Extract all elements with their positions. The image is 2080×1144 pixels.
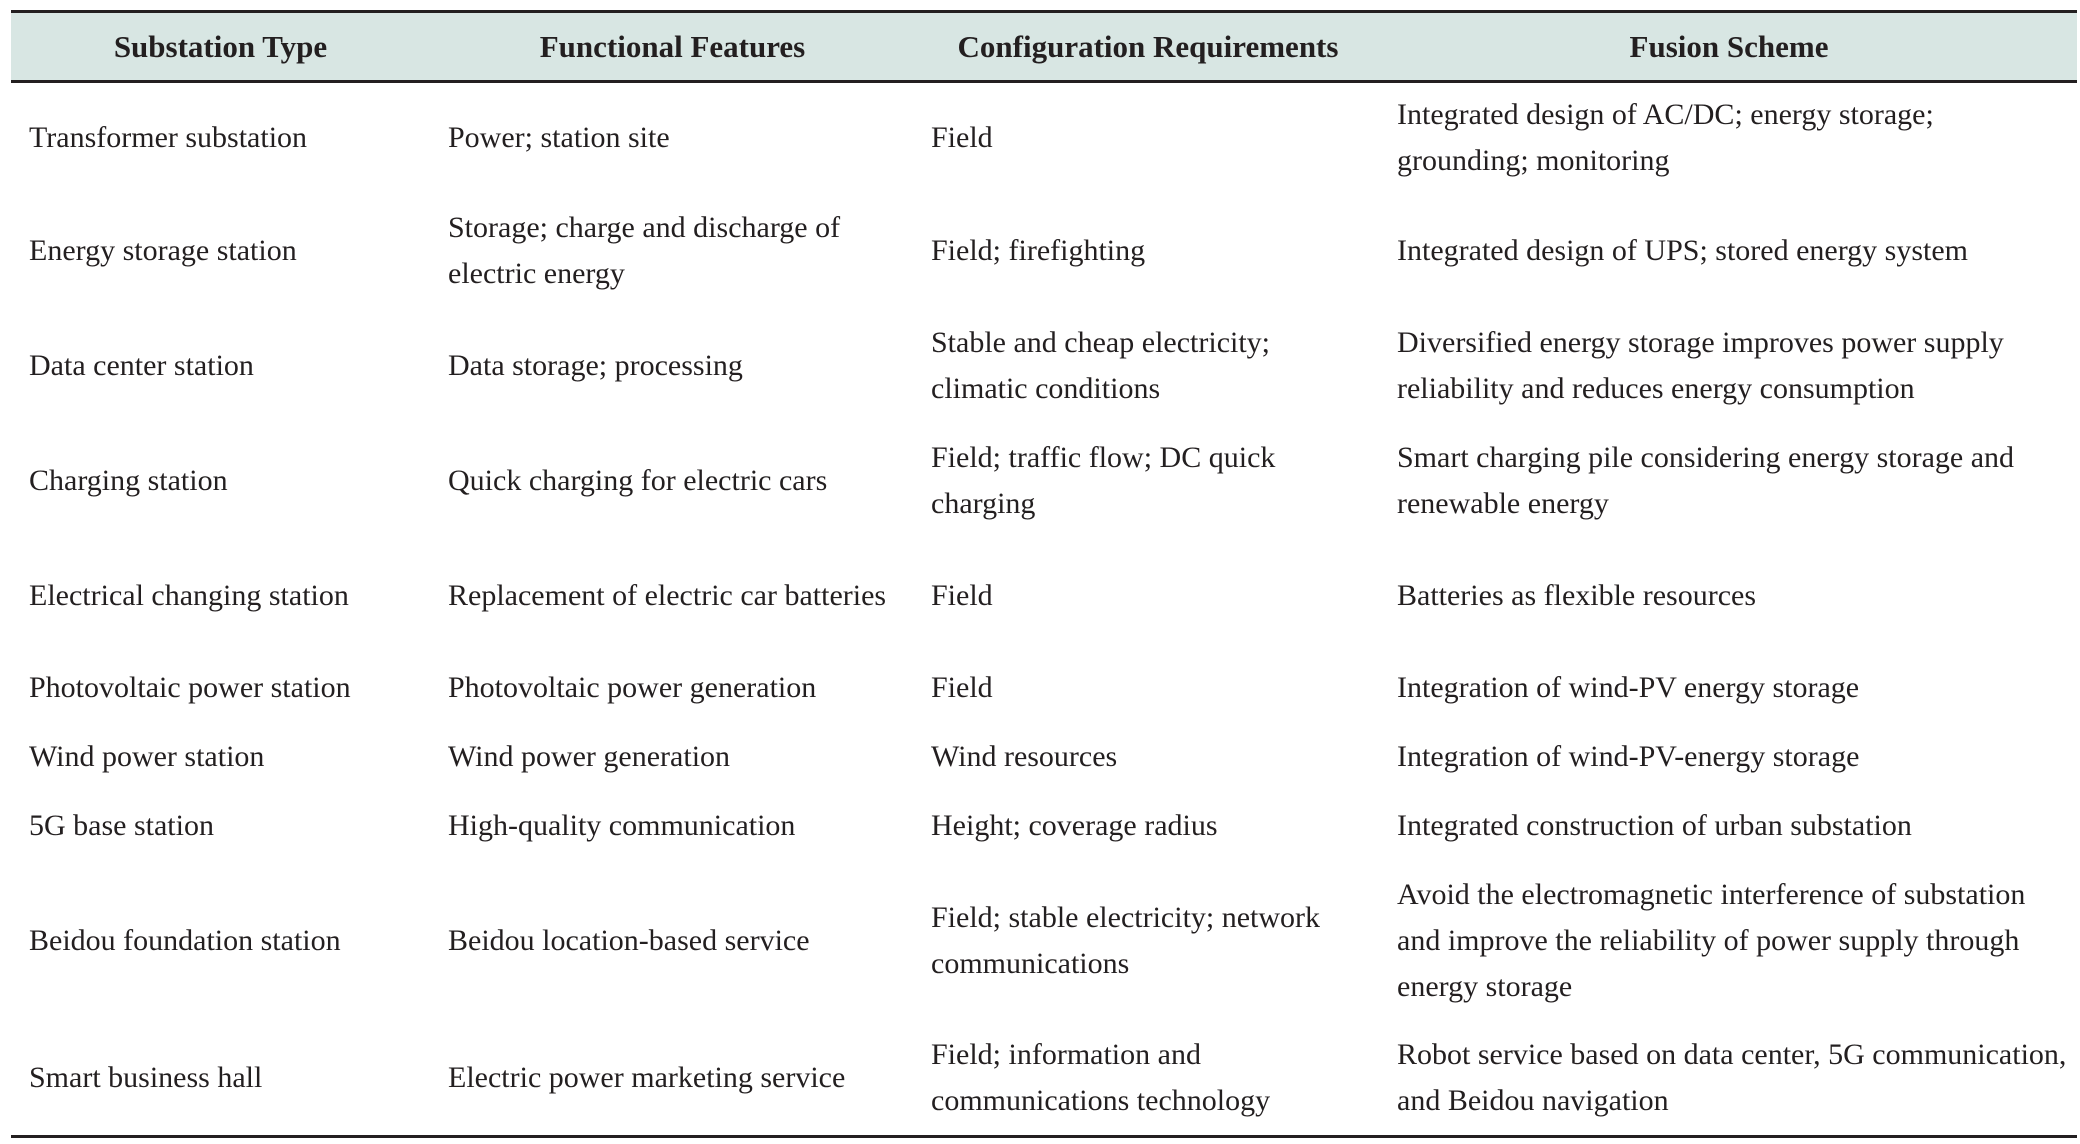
cell-functional-features: Replacement of electric car batteries	[448, 579, 887, 612]
table-row	[11, 309, 2077, 424]
cell-fusion-scheme: Integration of wind-PV-energy storage	[1397, 740, 1860, 773]
cell-functional-features: Data storage; processing	[448, 349, 743, 382]
table-header	[11, 12, 2077, 82]
table-row	[11, 792, 2077, 861]
cell-configuration-requirements: Wind resources	[931, 740, 1118, 773]
table-body	[11, 82, 2077, 1137]
header-configuration-requirements: Configuration Requirements	[915, 12, 1381, 82]
cell-substation-type: Data center station	[29, 349, 254, 382]
cell-configuration-requirements: Field	[931, 671, 993, 704]
cell-functional-features: Wind power generation	[448, 740, 731, 773]
cell-fusion-scheme: Robot service based on data center, 5G communication, and Beidou navigation	[1381, 1022, 2077, 1137]
table-row	[11, 654, 2077, 723]
cell-configuration-requirements: Field; information and communications technology	[915, 1022, 1381, 1137]
cell-configuration-requirements: Stable and cheap electricity; climatic conditions	[931, 326, 1271, 405]
cell-functional-features: High-quality communication	[448, 809, 796, 842]
cell-functional-features: Storage; charge and discharge of electric energy	[448, 211, 841, 290]
cell-fusion-scheme: Batteries as flexible resources	[1397, 579, 1757, 612]
table-row	[11, 194, 2077, 309]
cell-functional-features: Quick charging for electric cars	[448, 464, 828, 497]
cell-configuration-requirements: Field	[931, 121, 993, 155]
cell-fusion-scheme: Smart charging pile considering energy storage and renewable energy	[1397, 441, 2015, 520]
table-row	[11, 424, 2077, 539]
table-row	[11, 539, 2077, 654]
cell-functional-features: Beidou location-based service	[448, 924, 810, 957]
cell-fusion-scheme: Integration of wind-PV energy storage	[1397, 671, 1860, 704]
table-row	[11, 723, 2077, 792]
header-substation-type: Substation Type	[11, 12, 430, 82]
table-row	[11, 861, 2077, 1022]
substation-fusion-table-wrapper	[11, 10, 2077, 1138]
cell-substation-type: Photovoltaic power station	[29, 671, 351, 704]
cell-configuration-requirements: Field; stable electricity; network communications	[931, 901, 1321, 980]
header-fusion-scheme: Fusion Scheme	[1381, 12, 2077, 82]
cell-fusion-scheme: Integrated construction of urban substation	[1397, 809, 1912, 842]
substation-fusion-table	[11, 10, 2077, 1138]
cell-substation-type: Electrical changing station	[29, 579, 349, 612]
cell-substation-type: Charging station	[29, 464, 228, 497]
header-row	[11, 12, 2077, 82]
cell-fusion-scheme: Diversified energy storage improves power supply reliability and reduces energy consumption	[1397, 326, 2004, 405]
cell-substation-type: Transformer substation	[29, 121, 308, 155]
cell-configuration-requirements: Field	[931, 579, 993, 612]
cell-configuration-requirements: Field; firefighting	[931, 234, 1146, 267]
cell-substation-type: Energy storage station	[29, 234, 297, 267]
cell-configuration-requirements: Field; traffic flow; DC quick charging	[931, 441, 1276, 520]
cell-substation-type: Smart business hall	[11, 1022, 430, 1137]
cell-fusion-scheme: Integrated design of UPS; stored energy system	[1397, 234, 1969, 267]
cell-fusion-scheme: Avoid the electromagnetic interference of substation and improve the reliability of power supply through energy storage	[1397, 878, 2026, 1003]
cell-configuration-requirements: Height; coverage radius	[931, 809, 1218, 842]
table-row	[11, 82, 2077, 194]
header-functional-features: Functional Features	[430, 12, 915, 82]
cell-fusion-scheme: Integrated design of AC/DC; energy storage; grounding; monitoring	[1397, 98, 1934, 178]
cell-substation-type: Beidou foundation station	[29, 924, 341, 957]
cell-functional-features: Photovoltaic power generation	[448, 671, 817, 704]
cell-substation-type: Wind power station	[29, 740, 265, 773]
cell-substation-type: 5G base station	[29, 809, 214, 842]
table-row	[11, 1022, 2077, 1137]
cell-functional-features: Power; station site	[448, 121, 670, 155]
cell-functional-features: Electric power marketing service	[430, 1022, 915, 1137]
